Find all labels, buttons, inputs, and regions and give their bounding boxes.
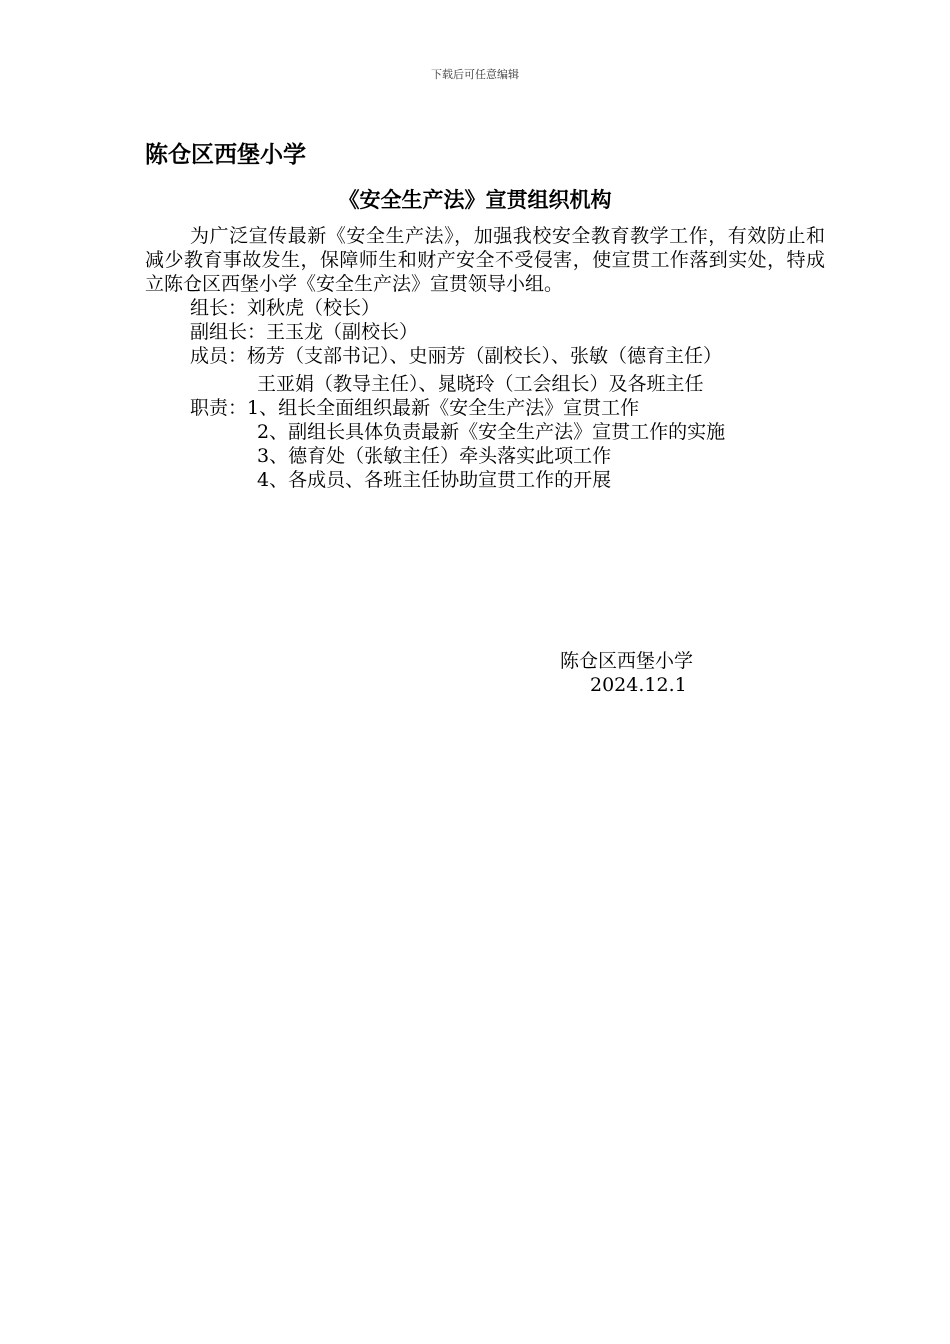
duty-line-1 <box>145 396 825 420</box>
members-line-1: 成员：杨芳（支部书记）、史丽芳（副校长）、张敏（德育主任） <box>190 345 723 367</box>
duty-line-3: 3、德育处（张敏主任）牵头落实此项工作 <box>257 445 612 467</box>
duty-line-2: 2、副组长具体负责最新《安全生产法》宣贯工作的实施 <box>257 421 726 443</box>
members-line-2: 王亚娟（教导主任）、晁晓玲（工会组长）及各班主任 <box>257 373 704 395</box>
signature-date: 2024.12.1 <box>590 674 687 696</box>
signature-school: 陈仓区西堡小学 <box>560 650 694 672</box>
leader-line: 组长：刘秋虎（校长） <box>190 297 381 319</box>
duty-item: 1、组长全面组织最新《安全生产法》宣贯工作 <box>247 397 640 419</box>
duties-label: 职责： <box>190 397 248 419</box>
document-title: 《安全生产法》宣贯组织机构 <box>338 188 612 212</box>
intro-paragraph: 为广泛宣传最新《安全生产法》，加强我校安全教育教学工作，有效防止和减少教育事故发生，保障师生和财产安全不受侵害，使宣贯工作落到实处，特成立陈仓区西堡小学《安全生产法》宣贯领导小组。 <box>145 225 825 295</box>
duty-line-4: 4、各成员、各班主任协助宣贯工作的开展 <box>257 469 612 491</box>
deputy-line: 副组长：王玉龙（副校长） <box>190 321 419 343</box>
document-body <box>145 224 825 492</box>
header-note: 下载后可任意编辑 <box>431 68 519 81</box>
school-title: 陈仓区西堡小学 <box>145 142 306 168</box>
